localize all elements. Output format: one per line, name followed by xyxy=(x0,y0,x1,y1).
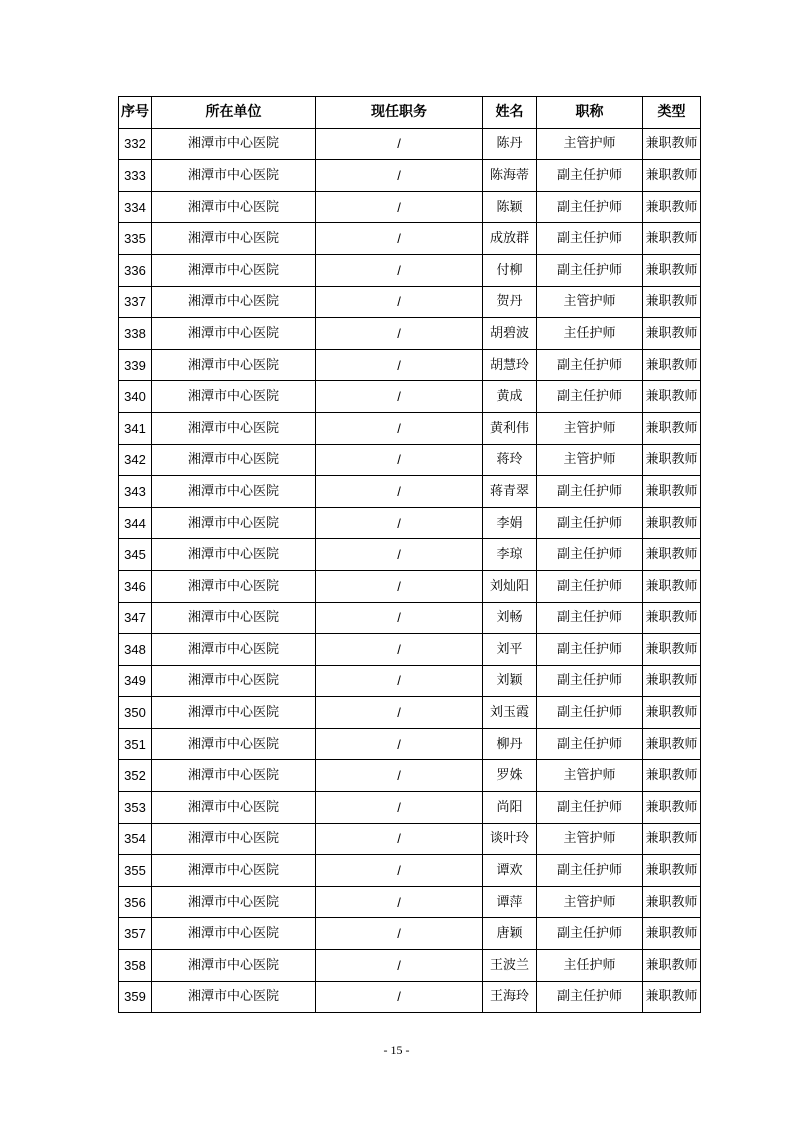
table-row xyxy=(119,634,701,666)
cell-unit: 湘潭市中心医院 xyxy=(152,728,316,760)
cell-title: 副主任护师 xyxy=(537,918,643,950)
table-row xyxy=(119,918,701,950)
cell-unit: 湘潭市中心医院 xyxy=(152,507,316,539)
cell-title: 主管护师 xyxy=(537,286,643,318)
cell-duty: / xyxy=(316,918,483,950)
cell-name: 胡碧波 xyxy=(483,318,537,350)
cell-unit: 湘潭市中心医院 xyxy=(152,823,316,855)
cell-type: 兼职教师 xyxy=(643,507,701,539)
header-no: 序号 xyxy=(119,97,152,129)
cell-unit: 湘潭市中心医院 xyxy=(152,602,316,634)
table-row xyxy=(119,160,701,192)
cell-type: 兼职教师 xyxy=(643,728,701,760)
cell-title: 主管护师 xyxy=(537,760,643,792)
cell-duty: / xyxy=(316,507,483,539)
cell-unit: 湘潭市中心医院 xyxy=(152,981,316,1013)
page-number: - 15 - xyxy=(383,1043,410,1057)
cell-no: 345 xyxy=(119,539,152,571)
cell-no: 332 xyxy=(119,128,152,160)
cell-type: 兼职教师 xyxy=(643,570,701,602)
cell-type: 兼职教师 xyxy=(643,760,701,792)
cell-name: 蒋青翠 xyxy=(483,476,537,508)
cell-title: 副主任护师 xyxy=(537,507,643,539)
cell-title: 副主任护师 xyxy=(537,792,643,824)
table-row xyxy=(119,792,701,824)
cell-unit: 湘潭市中心医院 xyxy=(152,412,316,444)
cell-type: 兼职教师 xyxy=(643,539,701,571)
cell-no: 354 xyxy=(119,823,152,855)
cell-name: 刘平 xyxy=(483,634,537,666)
cell-no: 357 xyxy=(119,918,152,950)
cell-duty: / xyxy=(316,286,483,318)
cell-no: 343 xyxy=(119,476,152,508)
table-row xyxy=(119,223,701,255)
cell-name: 胡慧玲 xyxy=(483,349,537,381)
cell-duty: / xyxy=(316,160,483,192)
cell-type: 兼职教师 xyxy=(643,886,701,918)
cell-duty: / xyxy=(316,886,483,918)
cell-type: 兼职教师 xyxy=(643,792,701,824)
cell-name: 李琼 xyxy=(483,539,537,571)
cell-no: 339 xyxy=(119,349,152,381)
cell-name: 陈丹 xyxy=(483,128,537,160)
cell-no: 355 xyxy=(119,855,152,887)
cell-type: 兼职教师 xyxy=(643,412,701,444)
cell-unit: 湘潭市中心医院 xyxy=(152,665,316,697)
cell-type: 兼职教师 xyxy=(643,318,701,350)
cell-type: 兼职教师 xyxy=(643,855,701,887)
cell-title: 副主任护师 xyxy=(537,160,643,192)
cell-unit: 湘潭市中心医院 xyxy=(152,476,316,508)
cell-type: 兼职教师 xyxy=(643,223,701,255)
cell-duty: / xyxy=(316,349,483,381)
table-row xyxy=(119,507,701,539)
cell-name: 刘畅 xyxy=(483,602,537,634)
table-row xyxy=(119,254,701,286)
cell-unit: 湘潭市中心医院 xyxy=(152,318,316,350)
cell-unit: 湘潭市中心医院 xyxy=(152,128,316,160)
cell-type: 兼职教师 xyxy=(643,697,701,729)
cell-unit: 湘潭市中心医院 xyxy=(152,855,316,887)
cell-no: 347 xyxy=(119,602,152,634)
cell-duty: / xyxy=(316,981,483,1013)
cell-name: 柳丹 xyxy=(483,728,537,760)
cell-title: 主管护师 xyxy=(537,886,643,918)
cell-no: 356 xyxy=(119,886,152,918)
table-row xyxy=(119,318,701,350)
cell-duty: / xyxy=(316,855,483,887)
cell-duty: / xyxy=(316,223,483,255)
cell-type: 兼职教师 xyxy=(643,128,701,160)
cell-name: 罗姝 xyxy=(483,760,537,792)
cell-type: 兼职教师 xyxy=(643,981,701,1013)
cell-unit: 湘潭市中心医院 xyxy=(152,444,316,476)
cell-no: 350 xyxy=(119,697,152,729)
table-row xyxy=(119,697,701,729)
cell-type: 兼职教师 xyxy=(643,602,701,634)
cell-name: 王波兰 xyxy=(483,950,537,982)
cell-name: 谭欢 xyxy=(483,855,537,887)
header-unit: 所在单位 xyxy=(152,97,316,129)
cell-no: 349 xyxy=(119,665,152,697)
cell-duty: / xyxy=(316,318,483,350)
cell-name: 付柳 xyxy=(483,254,537,286)
cell-type: 兼职教师 xyxy=(643,918,701,950)
cell-no: 348 xyxy=(119,634,152,666)
cell-type: 兼职教师 xyxy=(643,444,701,476)
cell-type: 兼职教师 xyxy=(643,191,701,223)
cell-title: 副主任护师 xyxy=(537,223,643,255)
table-row xyxy=(119,286,701,318)
table-row xyxy=(119,728,701,760)
cell-name: 刘灿阳 xyxy=(483,570,537,602)
cell-title: 副主任护师 xyxy=(537,634,643,666)
cell-name: 陈颖 xyxy=(483,191,537,223)
cell-title: 主管护师 xyxy=(537,823,643,855)
table-row xyxy=(119,539,701,571)
table-row xyxy=(119,886,701,918)
cell-unit: 湘潭市中心医院 xyxy=(152,223,316,255)
table-row xyxy=(119,602,701,634)
cell-unit: 湘潭市中心医院 xyxy=(152,254,316,286)
cell-type: 兼职教师 xyxy=(643,476,701,508)
table-row xyxy=(119,823,701,855)
table-row xyxy=(119,349,701,381)
cell-no: 337 xyxy=(119,286,152,318)
cell-duty: / xyxy=(316,950,483,982)
table-body xyxy=(119,128,701,1013)
cell-type: 兼职教师 xyxy=(643,254,701,286)
cell-title: 副主任护师 xyxy=(537,728,643,760)
cell-duty: / xyxy=(316,412,483,444)
table-row xyxy=(119,381,701,413)
cell-unit: 湘潭市中心医院 xyxy=(152,886,316,918)
cell-unit: 湘潭市中心医院 xyxy=(152,918,316,950)
cell-no: 333 xyxy=(119,160,152,192)
cell-type: 兼职教师 xyxy=(643,823,701,855)
cell-unit: 湘潭市中心医院 xyxy=(152,381,316,413)
cell-title: 主任护师 xyxy=(537,318,643,350)
cell-unit: 湘潭市中心医院 xyxy=(152,349,316,381)
cell-unit: 湘潭市中心医院 xyxy=(152,950,316,982)
cell-duty: / xyxy=(316,381,483,413)
cell-name: 尚阳 xyxy=(483,792,537,824)
header-duty: 现任职务 xyxy=(316,97,483,129)
cell-duty: / xyxy=(316,444,483,476)
cell-unit: 湘潭市中心医院 xyxy=(152,539,316,571)
cell-no: 340 xyxy=(119,381,152,413)
cell-unit: 湘潭市中心医院 xyxy=(152,792,316,824)
cell-no: 352 xyxy=(119,760,152,792)
cell-duty: / xyxy=(316,539,483,571)
cell-duty: / xyxy=(316,697,483,729)
cell-type: 兼职教师 xyxy=(643,160,701,192)
table-row xyxy=(119,760,701,792)
cell-no: 342 xyxy=(119,444,152,476)
table-row xyxy=(119,412,701,444)
cell-title: 副主任护师 xyxy=(537,665,643,697)
cell-type: 兼职教师 xyxy=(643,349,701,381)
cell-duty: / xyxy=(316,476,483,508)
table-row xyxy=(119,128,701,160)
cell-title: 副主任护师 xyxy=(537,476,643,508)
table-row xyxy=(119,981,701,1013)
table-row xyxy=(119,570,701,602)
header-type: 类型 xyxy=(643,97,701,129)
cell-duty: / xyxy=(316,191,483,223)
header-name: 姓名 xyxy=(483,97,537,129)
table-row xyxy=(119,476,701,508)
cell-duty: / xyxy=(316,254,483,286)
cell-title: 主管护师 xyxy=(537,444,643,476)
cell-name: 谈叶玲 xyxy=(483,823,537,855)
cell-type: 兼职教师 xyxy=(643,634,701,666)
cell-title: 副主任护师 xyxy=(537,381,643,413)
cell-no: 336 xyxy=(119,254,152,286)
cell-title: 副主任护师 xyxy=(537,697,643,729)
table-row xyxy=(119,665,701,697)
cell-no: 341 xyxy=(119,412,152,444)
cell-unit: 湘潭市中心医院 xyxy=(152,697,316,729)
cell-name: 成放群 xyxy=(483,223,537,255)
cell-title: 主管护师 xyxy=(537,128,643,160)
cell-unit: 湘潭市中心医院 xyxy=(152,286,316,318)
cell-no: 334 xyxy=(119,191,152,223)
cell-title: 副主任护师 xyxy=(537,602,643,634)
cell-type: 兼职教师 xyxy=(643,950,701,982)
cell-type: 兼职教师 xyxy=(643,381,701,413)
cell-unit: 湘潭市中心医院 xyxy=(152,760,316,792)
cell-duty: / xyxy=(316,823,483,855)
cell-no: 351 xyxy=(119,728,152,760)
cell-name: 刘颖 xyxy=(483,665,537,697)
cell-name: 黄利伟 xyxy=(483,412,537,444)
cell-name: 蒋玲 xyxy=(483,444,537,476)
cell-no: 344 xyxy=(119,507,152,539)
cell-unit: 湘潭市中心医院 xyxy=(152,570,316,602)
cell-duty: / xyxy=(316,760,483,792)
cell-unit: 湘潭市中心医院 xyxy=(152,160,316,192)
cell-no: 358 xyxy=(119,950,152,982)
cell-duty: / xyxy=(316,128,483,160)
cell-title: 副主任护师 xyxy=(537,254,643,286)
cell-no: 346 xyxy=(119,570,152,602)
cell-name: 李娟 xyxy=(483,507,537,539)
cell-title: 副主任护师 xyxy=(537,570,643,602)
cell-name: 唐颖 xyxy=(483,918,537,950)
cell-no: 359 xyxy=(119,981,152,1013)
cell-name: 王海玲 xyxy=(483,981,537,1013)
cell-title: 主任护师 xyxy=(537,950,643,982)
table-row xyxy=(119,855,701,887)
staff-table xyxy=(118,96,701,1013)
cell-name: 谭萍 xyxy=(483,886,537,918)
cell-duty: / xyxy=(316,665,483,697)
cell-type: 兼职教师 xyxy=(643,665,701,697)
cell-duty: / xyxy=(316,792,483,824)
header-title: 职称 xyxy=(537,97,643,129)
cell-name: 贺丹 xyxy=(483,286,537,318)
cell-title: 副主任护师 xyxy=(537,855,643,887)
cell-duty: / xyxy=(316,634,483,666)
table-row xyxy=(119,950,701,982)
cell-type: 兼职教师 xyxy=(643,286,701,318)
cell-title: 主管护师 xyxy=(537,412,643,444)
cell-duty: / xyxy=(316,570,483,602)
cell-no: 338 xyxy=(119,318,152,350)
cell-title: 副主任护师 xyxy=(537,349,643,381)
table-header-row xyxy=(119,97,701,129)
cell-unit: 湘潭市中心医院 xyxy=(152,191,316,223)
table-row xyxy=(119,191,701,223)
cell-title: 副主任护师 xyxy=(537,981,643,1013)
cell-name: 黄成 xyxy=(483,381,537,413)
cell-duty: / xyxy=(316,728,483,760)
cell-unit: 湘潭市中心医院 xyxy=(152,634,316,666)
cell-no: 353 xyxy=(119,792,152,824)
cell-title: 副主任护师 xyxy=(537,191,643,223)
cell-title: 副主任护师 xyxy=(537,539,643,571)
cell-name: 陈海蒂 xyxy=(483,160,537,192)
table-row xyxy=(119,444,701,476)
cell-duty: / xyxy=(316,602,483,634)
cell-no: 335 xyxy=(119,223,152,255)
cell-name: 刘玉霞 xyxy=(483,697,537,729)
